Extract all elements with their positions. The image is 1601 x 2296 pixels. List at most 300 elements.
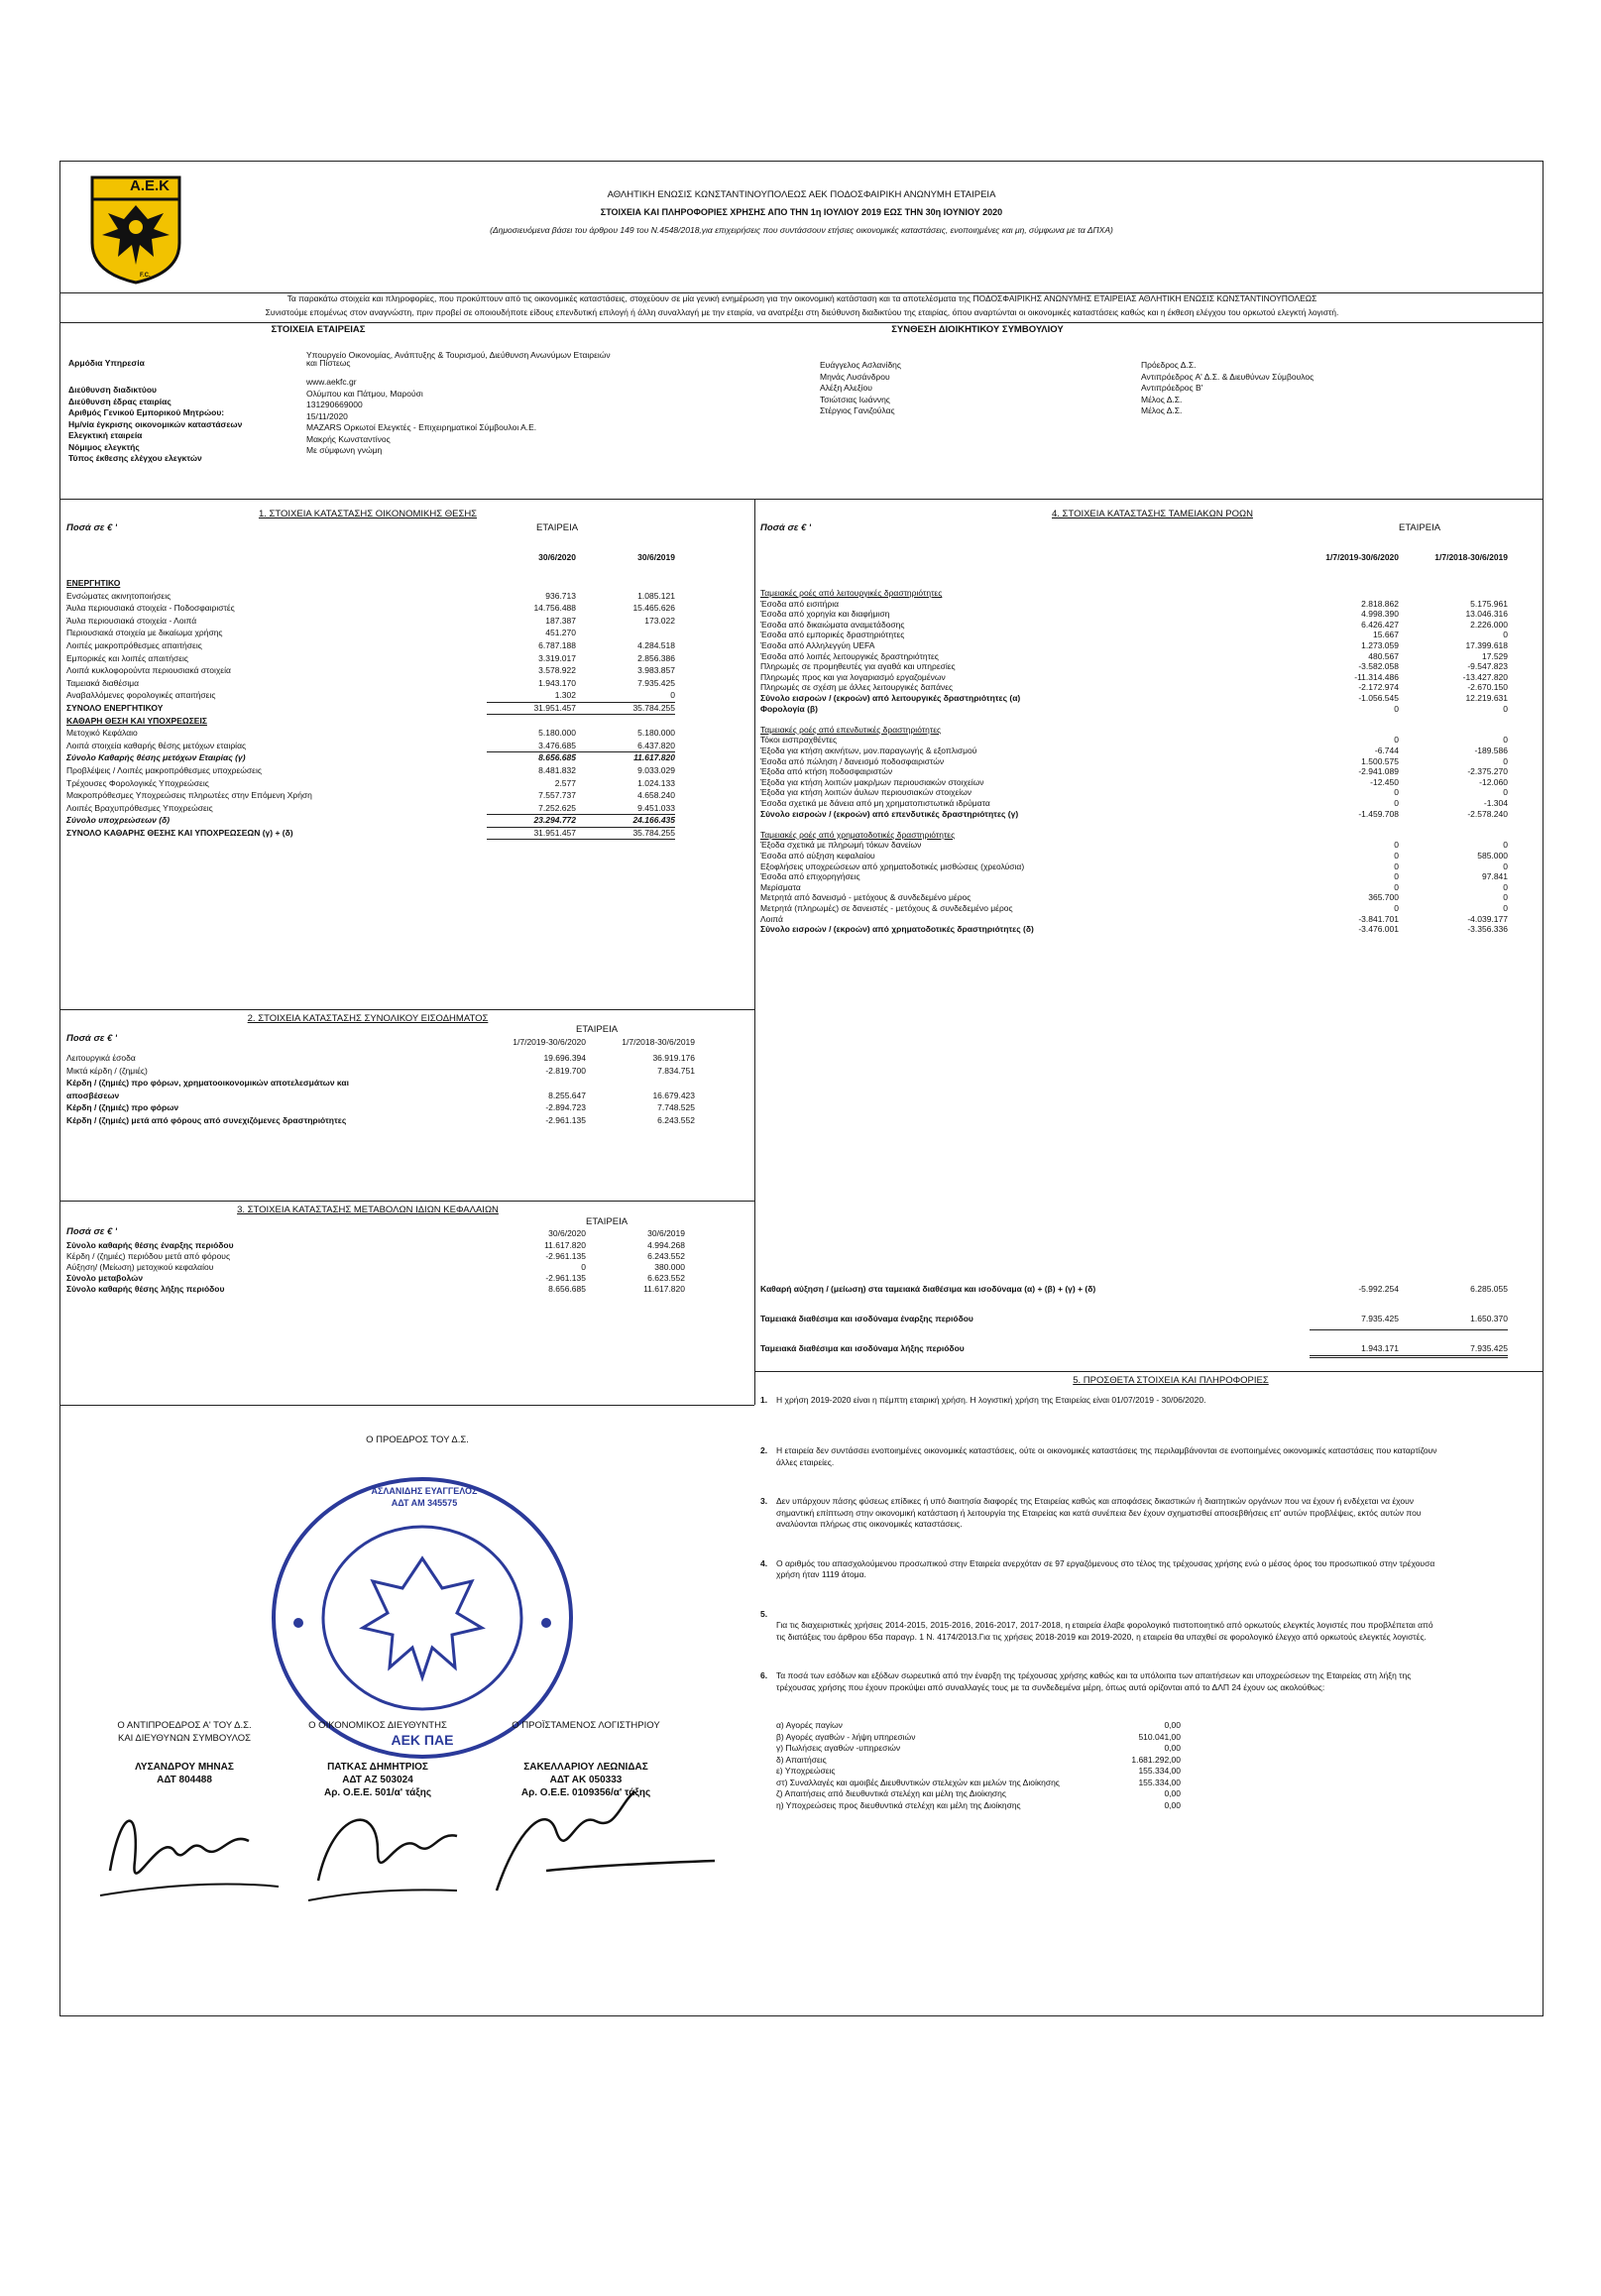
chief-accountant-name: ΣΑΚΕΛΛΑΡΙΟΥ ΛΕΩΝΙΔΑΣ [523,1762,648,1773]
board-member-name: Ευάγγελος Ασλανίδης [820,360,902,370]
additional-info-number: 5. [760,1608,768,1619]
cashflow-row-label: Μετρητά (πληρωμές) σε δανειστές - μετόχους & συνδεδεμένο μέρος [760,903,1013,913]
income-row-value-2: 6.243.552 [657,1115,695,1125]
related-party-label: α) Αγορές παγίων [776,1720,843,1730]
balance-row-value-1: 187.387 [545,615,576,626]
balance-row-value-1: 451.270 [545,628,576,638]
balance-row-label: ΣΥΝΟΛΟ ΚΑΘΑΡΗΣ ΘΕΣΗΣ ΚΑΙ ΥΠΟΧΡΕΩΣΕΩΝ (γ) + (δ) [66,828,293,838]
balance-row-value-1: 8.656.685 [538,752,576,763]
cashflow-row-value-1: 365.700 [1368,892,1399,903]
balance-row-label: Μακροπρόθεσμες Υποχρεώσεις πληρωτέες στην Επόμενη Χρήση [66,790,312,801]
balance-row-rule [487,827,675,828]
additional-info-number: 3. [760,1496,768,1506]
cashflow-row-label: Ταμειακές ροές από επενδυτικές δραστηριότητες [760,724,942,735]
income-col1: 1/7/2019-30/6/2020 [513,1037,586,1047]
cashflow-end-v2: 7.935.425 [1470,1343,1508,1353]
additional-info-line: τις διατάξεις του άρθρου 65α παραγρ. 1 Ν. 4174/2013.Για τις χρήσεις 2018-2019 και 2019-2020, η εταιρεία θα υπαχθεί σε φορολογικό έλεγχο από ορκωτούς ελεγκτές λογιστές. [776,1631,1427,1642]
cashflow-start-v1: 7.935.425 [1361,1314,1399,1323]
balance-row-value-1: 1.943.170 [538,677,576,688]
company-info-label: Αριθμός Γενικού Εμπορικού Μητρώου: [68,407,225,417]
cashflow-row-label: Έσοδα από επιχορηγήσεις [760,871,860,882]
equity-unit: Ποσά σε € ' [66,1226,118,1237]
company-info-value: MAZARS Ορκωτοί Ελεγκτές - Επιχειρηματικοί Σύμβουλοι Α.Ε. [306,422,537,432]
cashflow-row-label: Έξοδα για κτήση λοιπών μακρ/μων περιουσιακών στοιχείων [760,776,984,787]
vice-title-1: Ο ΑΝΤΙΠΡΟΕΔΡΟΣ Α' ΤΟΥ Δ.Σ. [117,1720,252,1731]
equity-row-value-2: 11.617.820 [643,1284,685,1294]
balance-row-label: ΚΑΘΑΡΗ ΘΕΣΗ ΚΑΙ ΥΠΟΧΡΕΩΣΕΙΣ [66,715,207,726]
cashflow-row-value-2: -2.578.240 [1467,808,1508,819]
income-row-value-2: 7.748.525 [657,1102,695,1113]
cashflow-row-label: Έξοδα σχετικά με πληρωμή τόκων δανείων [760,840,922,851]
cashflow-row-value-1: -3.476.001 [1358,924,1399,935]
company-info-value: www.aekfc.gr [306,377,357,387]
cashflow-row-value-1: 4.998.390 [1361,609,1399,620]
related-party-label: ζ) Απαιτήσεις από διευθυντικά στελέχη και μέλη της Διοίκησης [776,1788,1006,1798]
balance-row-rule [487,751,675,752]
company-info-title: ΣΤΟΙΧΕΙΑ ΕΤΑΙΡΕΙΑΣ [271,324,366,335]
cashflow-row-value-1: 1.273.059 [1361,640,1399,650]
balance-row-value-1: 3.476.685 [538,740,576,750]
equity-row-value-1: -2.961.135 [545,1251,586,1261]
cashflow-row-value-1: 0 [1394,840,1399,851]
cashflow-row-value-2: 17.529 [1482,650,1508,661]
related-party-label: δ) Απαιτήσεις [776,1754,827,1765]
additional-info-number: 2. [760,1445,768,1455]
balance-row-label: Μετοχικό Κεφάλαιο [66,728,138,739]
balance-row-rule [487,814,675,815]
balance-row-label: Άυλα περιουσιακά στοιχεία - Ποδοσφαιριστές [66,603,235,614]
company-info-value: 15/11/2020 [306,410,348,421]
cashflow-row-value-1: 0 [1394,881,1399,892]
balance-row-value-1: 2.577 [554,777,576,788]
equity-statement [60,1201,754,1399]
balance-row-value-2: 1.085.121 [637,590,675,601]
cashflow-unit: Ποσά σε € ' [760,522,812,533]
cashflow-row-value-2: 17.399.618 [1465,640,1508,650]
income-row-value-2: 36.919.176 [652,1053,695,1063]
balance-row-value-2: 0 [670,690,675,701]
additional-info-line: Η εταιρεία δεν συντάσσει ενοποιημένες οικονομικές καταστάσεις, ούτε οι οικονομικές καταστάσεις της περιλαμβάνονται σε ενοποιημένες οικονομικές καταστάσεις που καταρτίζουν [776,1445,1437,1455]
cashflow-row-value-2: 2.226.000 [1470,619,1508,630]
finance-director-reg: Αρ. Ο.Ε.Ε. 501/α' τάξης [323,1787,432,1798]
balance-title: 1. ΣΤΟΙΧΕΙΑ ΚΑΤΑΣΤΑΣΗΣ ΟΙΚΟΝΟΜΙΚΗΣ ΘΕΣΗΣ [258,509,478,519]
cashflow-end-v1: 1.943.171 [1361,1343,1399,1353]
balance-row-label: Εμπορικές και λοιπές απαιτήσεις [66,652,188,663]
seal-bottom: ΑΕΚ ΠΑΕ [391,1732,454,1748]
cashflow-row-value-2: -4.039.177 [1467,913,1508,924]
cashflow-row-label: Πληρωμές προς και για λογαριασμό εργαζομένων [760,671,946,682]
income-entity: ΕΤΑΙΡΕΙΑ [576,1024,619,1035]
cashflow-col1: 1/7/2019-30/6/2020 [1325,552,1399,562]
equity-row-label: Σύνολο μεταβολών [66,1273,144,1283]
additional-info-line: Ο αριθμός του απασχολούμενου προσωπικού στην Εταιρεία ανερχόταν σε 97 εργαζόμενους στο τέλος της τρέχουσας χρήσης ενώ ο μέσος όρος του προσωπικού στην τρέχουσα [776,1557,1435,1568]
additional-info-line: Η χρήση 2019-2020 είναι η πέμπτη εταιρική χρήση. Η λογιστική χρήση της Εταιρείας είναι 01/07/2019 - 30/06/2020. [776,1395,1206,1405]
balance-row-label: Ενσώματες ακινητοποιήσεις [66,590,172,601]
board-member-role: Πρόεδρος Δ.Σ. [1141,360,1197,370]
income-row-label: Μικτά κέρδη / (ζημιές) [66,1065,148,1076]
cashflow-row-label: Έσοδα από εμπορικές δραστηριότητες [760,630,905,640]
related-party-value: 155.334,00 [1138,1777,1181,1787]
cashflow-row-label: Πληρωμές σε προμηθευτές για αγαθά και υπηρεσίες [760,661,956,672]
finance-director-id: ΑΔΤ ΑΖ 503024 [342,1775,413,1785]
board-member-name: Τσιώτσιας Ιωάννης [820,394,890,404]
cashflow-row-label: Έσοδα από δικαιώματα αναμετάδοσης [760,619,905,630]
balance-row-value-2: 15.465.626 [632,603,675,614]
cashflow-row-value-1: 15.667 [1373,630,1399,640]
company-info-label: Ελεγκτική εταιρεία [68,430,143,440]
balance-row-rule [487,714,675,715]
cashflow-row-value-1: 0 [1394,703,1399,714]
cashflow-row-value-2: 0 [1503,735,1508,746]
balance-row-value-2: 1.024.133 [637,777,675,788]
board-member-name: Στέργιος Γανιζούλας [820,405,895,415]
income-row-label: Κέρδη / (ζημιές) μετά από φόρους από συνεχιζόμενες δραστηριότητες [66,1115,347,1125]
cashflow-row-value-1: -2.172.974 [1358,682,1399,693]
balance-row-value-1: 936.713 [545,590,576,601]
equity-row-value-2: 380.000 [654,1262,685,1272]
cashflow-row-value-2: -12.060 [1479,776,1508,787]
income-row-value-1: 19.696.394 [543,1053,586,1063]
balance-row-value-2: 35.784.255 [632,828,675,838]
balance-col2: 30/6/2019 [637,552,675,562]
balance-row-value-1: 23.294.772 [533,815,576,826]
balance-row-label: Λοιπά στοιχεία καθαρής θέσης μετόχων εταιρίας [66,740,247,750]
chief-accountant-title: Ο ΠΡΟΪΣΤΑΜΕΝΟΣ ΛΟΓΙΣΤΗΡΙΟΥ [512,1720,660,1731]
balance-row-value-2: 7.935.425 [637,677,675,688]
cashflow-row-value-1: -12.450 [1370,776,1399,787]
cashflow-row-label: Εξοφλήσεις υποχρεώσεων από χρηματοδοτικές μισθώσεις (χρεολύσια) [760,861,1025,871]
cashflow-row-value-1: 0 [1394,851,1399,861]
handwritten-signatures-icon [80,1791,735,1920]
equity-row-value-1: 8.656.685 [548,1284,586,1294]
cashflow-row-value-1: 0 [1394,903,1399,913]
income-title: 2. ΣΤΟΙΧΕΙΑ ΚΑΤΑΣΤΑΣΗΣ ΣΥΝΟΛΙΚΟΥ ΕΙΣΟΔΗΜΑΤΟΣ [247,1013,489,1024]
cashflow-row-label: Μετρητά από δανεισμό - μετόχους & συνδεδεμένο μέρος [760,892,972,903]
company-info-label: Διεύθυνση διαδικτύου [68,385,157,395]
cashflow-row-value-2: 13.046.316 [1465,609,1508,620]
balance-row-label: Λοιπά κυκλοφορούντα περιουσιακά στοιχεία [66,665,231,676]
income-row-value-2: 16.679.423 [652,1090,695,1100]
cashflow-end-label: Ταμειακά διαθέσιμα και ισοδύναμα λήξης περιόδου [760,1343,965,1353]
additional-info-line: άλλες εταιρείες. [776,1456,835,1467]
equity-row-label: Σύνολο καθαρής θέσης έναρξης περιόδου [66,1240,234,1250]
balance-row-value-1: 3.578.922 [538,665,576,676]
balance-row-label: Λοιπές Βραχυπρόθεσμες Υποχρεώσεις [66,802,213,813]
income-row-value-1: -2.819.700 [545,1065,586,1076]
board-composition [814,322,1543,491]
statement-subtitle: ΣΤΟΙΧΕΙΑ ΚΑΙ ΠΛΗΡΟΦΟΡΙΕΣ ΧΡΗΣΗΣ ΑΠΟ ΤΗΝ 1η ΙΟΥΛΙΟΥ 2019 ΕΩΣ ΤΗΝ 30η ΙΟΥΝΙΟΥ 2020 [600,207,1003,217]
balance-row-label: Προβλέψεις / Λοιπές μακροπρόθεσμες υποχρεώσεις [66,765,262,775]
related-party-label: β) Αγορές αγαθών - λήψη υπηρεσιών [776,1731,916,1742]
cashflow-row-label: Τόκοι εισπραχθέντες [760,735,838,746]
related-party-value: 0,00 [1164,1720,1181,1730]
balance-row-label: Λοιπές μακροπρόθεσμες απαιτήσεις [66,640,202,650]
additional-info-number: 1. [760,1395,768,1405]
cashflow-row-value-2: -1.304 [1483,798,1508,808]
income-row-label: αποσβέσεων [66,1090,120,1100]
additional-info-line: Για τις διαχειριστικές χρήσεις 2014-2015, 2015-2016, 2016-2017, 2017-2018, η εταιρεία έλαβε φορολογικό πιστοποιητικό από ορκωτούς ελεγκτές λογιστές που προβλέπεται από [776,1620,1433,1630]
related-party-label: στ) Συναλλαγές και αμοιβές Διευθυντικών στελεχών και μελών της Διοίκησης [776,1777,1060,1787]
cashflow-row-value-2: 0 [1503,861,1508,871]
additional-info-line: αναλύονται πλήρως στις οικονομικές καταστάσεις. [776,1519,963,1529]
cashflow-row-label: Έσοδα από πώληση / δανεισμό ποδοσφαιριστών [760,755,945,766]
chief-accountant-id: ΑΔΤ ΑΚ 050333 [549,1775,623,1785]
cashflow-row-value-1: 0 [1394,798,1399,808]
cashflow-col2: 1/7/2018-30/6/2019 [1434,552,1508,562]
cashflow-row-value-1: 0 [1394,861,1399,871]
cashflow-row-value-2: -13.427.820 [1462,671,1508,682]
related-party-value: 0,00 [1164,1743,1181,1753]
company-info-label: Νόμιμος ελεγκτής [68,441,140,452]
cashflow-row-value-2: 0 [1503,630,1508,640]
cashflow-row-value-1: -3.582.058 [1358,661,1399,672]
chief-accountant-reg: Αρ. Ο.Ε.Ε. 0109356/α' τάξης [520,1787,651,1798]
balance-row-value-1: 7.557.737 [538,790,576,801]
cashflow-row-value-1: -11.314.486 [1354,671,1399,682]
balance-row-value-1: 6.787.188 [538,640,576,650]
equity-col1: 30/6/2020 [548,1228,586,1238]
balance-row-value-1: 1.302 [554,690,576,701]
cashflow-row-value-1: 0 [1394,871,1399,882]
company-info-value: Μακρής Κωνσταντίνος [306,433,391,444]
board-member-role: Αντιπρόεδρος Β' [1141,383,1203,393]
cashflow-row-value-2: 585.000 [1477,851,1508,861]
balance-row-value-2: 6.437.820 [637,740,675,750]
related-party-label: η) Υποχρεώσεις προς διευθυντικά στελέχη και μέλη της Διοίκησης [776,1799,1021,1810]
cashflow-row-value-2: 0 [1503,881,1508,892]
related-party-value: 510.041,00 [1138,1731,1181,1742]
related-party-value: 0,00 [1164,1788,1181,1798]
additional-info-line: τρέχουσας χρήσης που έχουν προκύψει από συναλλαγές τους με τα συνδεδεμένα μέρη, όπως αυτά ορίζονται από το ΔΛΠ 24 έχουν ως ακολούθως: [776,1681,1325,1692]
balance-row-value-2: 5.180.000 [637,728,675,739]
cashflow-row-label: Έσοδα από χορηγία και διαφήμιση [760,609,890,620]
cashflow-row-label: Έσοδα από αύξηση κεφαλαίου [760,851,875,861]
cashflow-entity: ΕΤΑΙΡΕΙΑ [1399,522,1441,533]
balance-row-value-1: 31.951.457 [533,703,576,713]
chairman-stamp-name: ΑΣΛΑΝΙΔΗΣ ΕΥΑΓΓΕΛΟΣ [371,1486,478,1496]
balance-entity: ΕΤΑΙΡΕΙΑ [536,522,579,533]
balance-row-value-2: 2.856.386 [637,652,675,663]
equity-col2: 30/6/2019 [647,1228,685,1238]
balance-row-value-1: 5.180.000 [538,728,576,739]
cashflow-row-value-2: -3.356.336 [1467,924,1508,935]
balance-row-value-2: 9.033.029 [637,765,675,775]
equity-row-value-2: 6.623.552 [647,1273,685,1283]
additional-info-number: 4. [760,1557,768,1568]
balance-row-label: Αναβαλλόμενες φορολογικές απαιτήσεις [66,690,216,701]
financial-statement-page [59,161,1544,2016]
cashflow-row-value-1: 6.426.427 [1361,619,1399,630]
notice [60,281,1543,317]
cashflow-row-value-1: -1.459.708 [1358,808,1399,819]
cashflow-row-label: Έσοδα από λοιπές λειτουργικές δραστηριότητες [760,650,939,661]
cashflow-row-label: Έξοδα από κτήση ποδοσφαιριστών [760,766,893,777]
balance-row-value-2: 4.658.240 [637,790,675,801]
additional-info-title: 5. ΠΡΟΣΘΕΤΑ ΣΤΟΙΧΕΙΑ ΚΑΙ ΠΛΗΡΟΦΟΡΙΕΣ [1073,1375,1269,1386]
cashflow-row-value-2: -2.670.150 [1467,682,1508,693]
cashflow-net-v2: 6.285.055 [1470,1284,1508,1294]
equity-row-label: Σύνολο καθαρής θέσης λήξης περιόδου [66,1284,225,1294]
balance-row-value-2: 3.983.857 [637,665,675,676]
cashflow-row-value-2: -189.586 [1474,746,1508,755]
chairman-title: Ο ΠΡΟΕΔΡΟΣ ΤΟΥ Δ.Σ. [366,1435,469,1445]
additional-info [754,1371,1543,1916]
board-member-role: Αντιπρόεδρος Α' Δ.Σ. & Διευθύνων Σύμβουλος [1141,371,1315,382]
company-name: ΑΘΛΗΤΙΚΗ ΕΝΩΣΙΣ ΚΩΝΣΤΑΝΤΙΝΟΥΠΟΛΕΩΣ ΑΕΚ ΠΟΔΟΣΦΑΙΡΙΚΗ ΑΝΩΝΥΜΗ ΕΤΑΙΡΕΙΑ [607,189,996,200]
equity-row-label: Αύξηση/ (Μείωση) μετοχικού κεφαλαίου [66,1262,214,1272]
cashflow-row-value-1: 480.567 [1368,650,1399,661]
cashflow-row-value-1: -3.841.701 [1358,913,1399,924]
cashflow-row-value-2: 12.219.631 [1465,693,1508,703]
vice-id: ΑΔΤ 804488 [157,1775,212,1785]
balance-sheet [60,499,754,1009]
cashflow-row-value-1: 0 [1394,787,1399,798]
cashflow-row-value-1: 0 [1394,735,1399,746]
cashflow-row-label: Ταμειακές ροές από λειτουργικές δραστηριότητες [760,588,943,598]
balance-row-value-1: 14.756.488 [533,603,576,614]
balance-row-rule [487,702,675,703]
equity-row-value-1: 0 [581,1262,586,1272]
equity-title: 3. ΣΤΟΙΧΕΙΑ ΚΑΤΑΣΤΑΣΗΣ ΜΕΤΑΒΟΛΩΝ ΙΔΙΩΝ ΚΕΦΑΛΑΙΩΝ [237,1205,499,1215]
balance-row-label: ΣΥΝΟΛΟ ΕΝΕΡΓΗΤΙΚΟΥ [66,703,164,713]
cashflow-row-label: Έξοδα για κτήση λοιπών άυλων περιουσιακών στοιχείων [760,787,972,798]
cashflow-row-value-2: 0 [1503,787,1508,798]
cashflow-row-label: Σύνολο εισροών / (εκροών) από λειτουργικές δραστηριότητες (α) [760,693,1021,703]
balance-row-value-2: 4.284.518 [637,640,675,650]
cashflow-row-label: Ταμειακές ροές από χρηματοδοτικές δραστηριότητες [760,829,956,840]
cashflow-statement [754,499,1543,1371]
board-member-role: Μέλος Δ.Σ. [1141,405,1183,415]
cashflow-row-value-2: 0 [1503,903,1508,913]
equity-row-value-1: -2.961.135 [545,1273,586,1283]
income-row-value-2: 7.834.751 [657,1065,695,1076]
cashflow-row-label: Έξοδα για κτήση ακινήτων, μον.παραγωγής & εξοπλισμού [760,746,977,755]
cashflow-row-value-1: 2.818.862 [1361,598,1399,609]
company-info-label: Διεύθυνση έδρας εταιρίας [68,396,172,406]
income-col2: 1/7/2018-30/6/2019 [622,1037,695,1047]
cashflow-row-label: Έσοδα σχετικά με δάνεια από μη χρηματοπιστωτικά ιδρύματα [760,798,990,808]
balance-row-value-2: 35.784.255 [632,703,675,713]
board-member-name: Αλέξη Αλεξίου [820,383,872,393]
chairman-stamp-id: ΑΔΤ ΑΜ 345575 [391,1498,458,1508]
balance-row-label: Σύνολο υποχρεώσεων (δ) [66,815,171,826]
company-info-value: Με σύμφωνη γνώμη [306,445,383,455]
cashflow-row-label: Πληρωμές σε σχέση με άλλες λειτουργικές δαπάνες [760,682,954,693]
cashflow-row-value-2: 0 [1503,892,1508,903]
balance-unit: Ποσά σε € ' [66,522,118,533]
cashflow-row-value-2: 0 [1503,755,1508,766]
related-party-label: ε) Υποχρεώσεις [776,1766,836,1776]
equity-row-value-2: 6.243.552 [647,1251,685,1261]
cashflow-net-v1: -5.992.254 [1358,1284,1399,1294]
cashflow-row-label: Λοιπά [760,913,783,924]
company-info [60,322,814,491]
cashflow-row-value-1: -1.056.545 [1358,693,1399,703]
header: Α.Ε.Κ F.C. ΑΘΛΗΤΙΚΗ ΕΝΩΣΙΣ ΚΩΝΣΤΑΝΤΙΝΟΥΠΟΛΕΩΣ ΑΕΚ ΠΟΔΟΣΦΑΙΡΙΚΗ ΑΝΩΝΥΜΗ ΕΤΑΙΡΕΙΑ ΣΤΟΙΧΕΙΑ ΚΑΙ ΠΛΗΡΟΦΟΡΙΕΣ ΧΡΗΣΗΣ ΑΠΟ ΤΗΝ 1η ΙΟΥΛΙΟΥ 2019 ΕΩΣ ΤΗΝ 30η ΙΟΥΝΙΟΥ 2020 (Δημοσιευόμενα βάσει του άρθρου 149 του Ν.4548/2018,για επιχειρήσεις που συντάσσουν ετήσιες οικονομικές καταστάσεις, ενοποιημένες και μη, σύμφωνα με τα ΔΠΧΑ) [60,162,1543,293]
cashflow-row-label: Έσοδα από Αλληλεγγύη UEFA [760,640,875,650]
related-party-value: 155.334,00 [1138,1766,1181,1776]
equity-entity: ΕΤΑΙΡΕΙΑ [586,1216,629,1227]
income-row-label: Κέρδη / (ζημιές) προ φόρων, χρηματοοικονομικών αποτελεσμάτων και [66,1078,349,1089]
cashflow-start-label: Ταμειακά διαθέσιμα και ισοδύναμα έναρξης περιόδου [760,1314,973,1323]
balance-row-value-2: 9.451.033 [637,802,675,813]
notice-line-1: Τα παρακάτω στοιχεία και πληροφορίες, που προκύπτουν από τις οικονομικές καταστάσεις, στοχεύουν σε μία γενική ενημέρωση για την οικονομική κατάσταση και τα αποτελέσματα της ΠΟΔΟΣΦΑΙΡΙΚΗΣ ΑΝΩΝΥΜΗΣ ΕΤΑΙΡΕΙΑΣ ΑΘΛΗΤΙΚΗ ΕΝΩΣΙΣ ΚΩΝΣΤΑΝΤΙΝΟΥΠΟΛΕΩΣ [286,293,1317,303]
additional-info-number: 6. [760,1670,768,1680]
income-row-label: Λειτουργικά έσοδα [66,1053,136,1063]
company-info-value: Υπουργείο Οικονομίας, Ανάπτυξης & Τουρισμού, Διεύθυνση Ανωνύμων Εταιρειών [306,350,611,360]
additional-info-line: χρήση ήταν 1119 άτομα. [776,1569,866,1579]
balance-row-value-2: 173.022 [644,615,675,626]
balance-row-value-1: 31.951.457 [533,828,576,838]
board-title: ΣΥΝΘΕΣΗ ΔΙΟΙΚΗΤΙΚΟΥ ΣΥΜΒΟΥΛΙΟΥ [891,324,1064,335]
cashflow-row-label: Έσοδα από εισιτήρια [760,598,840,609]
cashflow-row-label: Σύνολο εισροών / (εκροών) από χρηματοδοτικές δραστηριότητες (δ) [760,924,1034,935]
related-party-label: γ) Πωλήσεις αγαθών -υπηρεσιών [776,1743,901,1753]
cashflow-row-value-1: 1.500.575 [1361,755,1399,766]
board-member-role: Μέλος Δ.Σ. [1141,394,1183,404]
balance-row-label: ΕΝΕΡΓΗΤΙΚΟ [66,578,121,588]
equity-row-value-2: 4.994.268 [647,1240,685,1250]
cashflow-row-label: Φορολογία (β) [760,703,818,714]
income-row-value-1: 8.255.647 [548,1090,586,1100]
equity-row-value-1: 11.617.820 [544,1240,586,1250]
legal-basis: (Δημοσιευόμενα βάσει του άρθρου 149 του Ν.4548/2018,για επιχειρήσεις που συντάσσουν ετήσιες οικονομικές καταστάσεις, ενοποιημένες και μη, σύμφωνα με τα ΔΠΧΑ) [490,225,1113,235]
balance-row-value-1: 3.319.017 [538,652,576,663]
balance-col1: 30/6/2020 [538,552,576,562]
cashflow-start-v2: 1.650.370 [1470,1314,1508,1323]
cashflow-row-value-2: -9.547.823 [1467,661,1508,672]
balance-row-label: Περιουσιακά στοιχεία με δικαίωμα χρήσης [66,628,223,638]
additional-info-line: Τα ποσά των εσόδων και εξόδων σωρευτικά από την έναρξη της τρέχουσας χρήσης καθώς και τα υπόλοιπα των απαιτήσεων και υποχρεώσεων της Εταιρείας στη λήξη της [776,1670,1412,1680]
balance-row-value-2: 24.166.435 [632,815,675,826]
income-row-value-1: -2.894.723 [545,1102,586,1113]
cashflow-row-value-1: -2.941.089 [1358,766,1399,777]
company-info-value: 131290669000 [306,400,363,409]
finance-director-title: Ο ΟΙΚΟΝΟΜΙΚΟΣ ΔΙΕΥΘΥΝΤΗΣ [308,1720,447,1731]
signatures [60,1405,754,2009]
balance-row-rule [487,839,675,840]
cashflow-row-label: Σύνολο εισροών / (εκροών) από επενδυτικές δραστηριότητες (γ) [760,808,1019,819]
related-party-value: 1.681.292,00 [1131,1754,1181,1765]
income-unit: Ποσά σε € ' [66,1033,118,1044]
balance-row-label: Ταμειακά διαθέσιμα [66,677,140,688]
equity-row-label: Κέρδη / (ζημιές) περιόδου μετά από φόρους [66,1251,231,1261]
additional-info-line: σημαντική επίπτωση στην οικονομική κατάσταση ή λειτουργία της Εταιρείας και κατά συνέπεια δεν έχουν σχηματισθεί αποσεβθήσεις επ' αυτών προβλέψεις, εκτός αυτών που [776,1507,1422,1518]
balance-row-label: Άυλα περιουσιακά στοιχεία - Λοιπά [66,615,197,626]
cashflow-row-label: Μερίσματα [760,881,801,892]
income-row-value-1: -2.961.135 [545,1115,586,1125]
additional-info-line: Δεν υπάρχουν πάσης φύσεως επίδικες ή υπό διαιτησία διαφορές της Εταιρείας καθώς και αποφάσεις δικαστικών ή διαιτητικών οργάνων που να έχουν ή ενδέχεται να έχουν [776,1496,1414,1506]
notice-line-2: Συνιστούμε επομένως στον αναγνώστη, πριν προβεί σε οποιουδήποτε είδους επενδυτική επιλογή ή άλλη συναλλαγή με την εταιρία, να ανατρέξει στη διεύθυνση διαδικτύου της εταιρίας, όπου αναρτώνται οι οικονομικές καταστάσεις καθώς και η έκθεση ελέγχου του ορκωτού ελεγκτή λογιστή. [265,307,1339,317]
cashflow-row-value-2: 5.175.961 [1470,598,1508,609]
cashflow-row-value-2: 97.841 [1482,871,1508,882]
company-info-value: Ολύμπου και Πάτμου, Μαρούσι [306,388,423,399]
balance-row-label: Σύνολο Καθαρής θέσης μετόχων Εταιρίας (γ) [66,752,246,763]
income-statement [60,1009,754,1217]
cashflow-title: 4. ΣΤΟΙΧΕΙΑ ΚΑΤΑΣΤΑΣΗΣ ΤΑΜΕΙΑΚΩΝ ΡΟΩΝ [1052,509,1253,519]
company-info-value: και Πίστεως [306,358,351,368]
company-info-label: Αρμόδια Υπηρεσία [68,358,145,368]
balance-row-value-1: 8.481.832 [538,765,576,775]
vice-title-2: ΚΑΙ ΔΙΕΥΘΥΝΩΝ ΣΥΜΒΟΥΛΟΣ [117,1733,252,1744]
company-info-label: Τύπος έκθεσης ελέγχου ελεγκτών [68,453,202,463]
cashflow-net-label: Καθαρή αύξηση / (μείωση) στα ταμειακά διαθέσιμα και ισοδύναμα (α) + (β) + (γ) + (δ) [760,1284,1096,1294]
cashflow-row-value-2: -2.375.270 [1467,766,1508,777]
balance-row-value-1: 7.252.625 [538,802,576,813]
company-info-label: Ημ/νία έγκρισης οικονομικών καταστάσεων [68,418,243,429]
board-member-name: Μηνάς Λυσάνδρου [820,371,890,382]
balance-row-label: Τρέχουσες Φορολογικές Υποχρεώσεις [66,777,209,788]
